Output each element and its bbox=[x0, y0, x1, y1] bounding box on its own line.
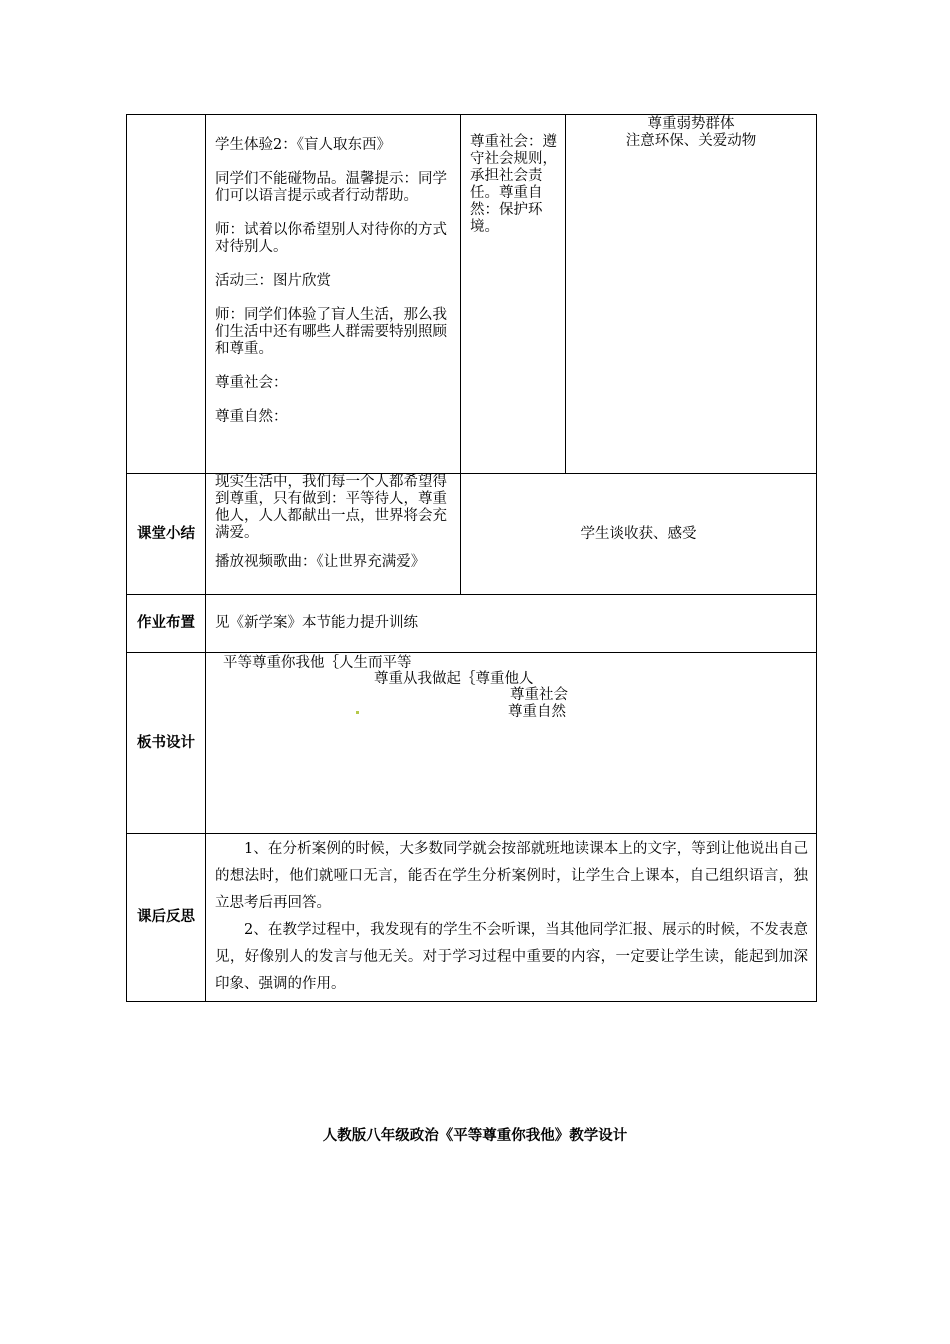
summary-cell bbox=[206, 474, 461, 595]
table-row-activity bbox=[127, 115, 817, 474]
scan-dot bbox=[356, 697, 359, 714]
board-line-2: 尊重从我做起｛尊重他人 bbox=[374, 671, 534, 687]
reflection-paragraph: 1、在分析案例的时候，大多数同学就会按部就班地读课本上的文字，等到让他说出自己的想法时，他们就哑口无言，能否在学生分析案例时，让学生合上课本，自己组织语言，独立思考后再回答。 bbox=[215, 841, 808, 911]
row-label-reflection: 课后反思 bbox=[127, 834, 206, 1002]
summary-student-cell bbox=[461, 474, 817, 595]
table-row-board bbox=[127, 653, 817, 834]
activity-text: 活动三：图片欣赏 bbox=[215, 273, 331, 289]
table-row-reflection bbox=[127, 834, 817, 1002]
reflection-paragraph: 2、在教学过程中，我发现有的学生不会听课，当其他同学汇报、展示的时候，不发表意见，好像别人的发言与他无关。对于学习过程中重要的内容，一定要让学生读，能起到加深印象、强调的作用。 bbox=[215, 922, 808, 992]
activity-text: 师：同学们体验了盲人生活，那么我们生活中还有哪些人群需要特别照顾和尊重。 bbox=[215, 307, 447, 357]
student-activity-cell bbox=[461, 115, 566, 474]
summary-text: 现实生活中，我们每一个人都希望得到尊重，只有做到：平等待人，尊重他人，人人都献出一点，世界将会充满爱。 bbox=[215, 474, 447, 541]
activity-text: 尊重社会： bbox=[215, 375, 288, 391]
document-title: 人教版八年级政治《平等尊重你我他》教学设计 bbox=[322, 1128, 628, 1144]
board-line-4: 尊重自然 bbox=[508, 704, 566, 720]
reflection-cell bbox=[206, 834, 817, 1002]
design-intent-cell bbox=[566, 115, 817, 474]
homework-text: 见《新学案》本节能力提升训练 bbox=[215, 615, 418, 631]
row-label-summary: 课堂小结 bbox=[127, 474, 206, 595]
summary-student-text: 学生谈收获、感受 bbox=[580, 525, 697, 542]
table-row-summary bbox=[127, 474, 817, 595]
board-design-cell bbox=[206, 653, 817, 834]
teacher-activity-cell bbox=[206, 115, 461, 474]
board-line-1: 平等尊重你我他｛人生而平等 bbox=[223, 655, 412, 671]
activity-text: 学生体验2：《盲人取东西》 bbox=[215, 137, 391, 153]
activity-text: 尊重自然： bbox=[215, 409, 288, 425]
row-label-homework: 作业布置 bbox=[127, 595, 206, 653]
row-label-empty bbox=[127, 115, 206, 474]
homework-cell bbox=[206, 595, 817, 653]
board-line-3: 尊重社会 bbox=[510, 687, 568, 703]
summary-text: 播放视频歌曲：《让世界充满爱》 bbox=[215, 554, 426, 570]
row-label-board: 板书设计 bbox=[127, 653, 206, 834]
student-activity-text: 尊重社会：遵守社会规则，承担社会责任。尊重自然：保护环境。 bbox=[470, 134, 557, 235]
lesson-plan-table bbox=[126, 114, 817, 1002]
design-intent-line: 尊重弱势群体 bbox=[647, 116, 735, 132]
table-row-homework bbox=[127, 595, 817, 653]
activity-text: 同学们不能碰物品。温馨提示：同学们可以语言提示或者行动帮助。 bbox=[215, 171, 447, 204]
design-intent-line: 注意环保、关爱动物 bbox=[625, 133, 757, 149]
activity-text: 师：试着以你希望别人对待你的方式对待别人。 bbox=[215, 222, 447, 255]
